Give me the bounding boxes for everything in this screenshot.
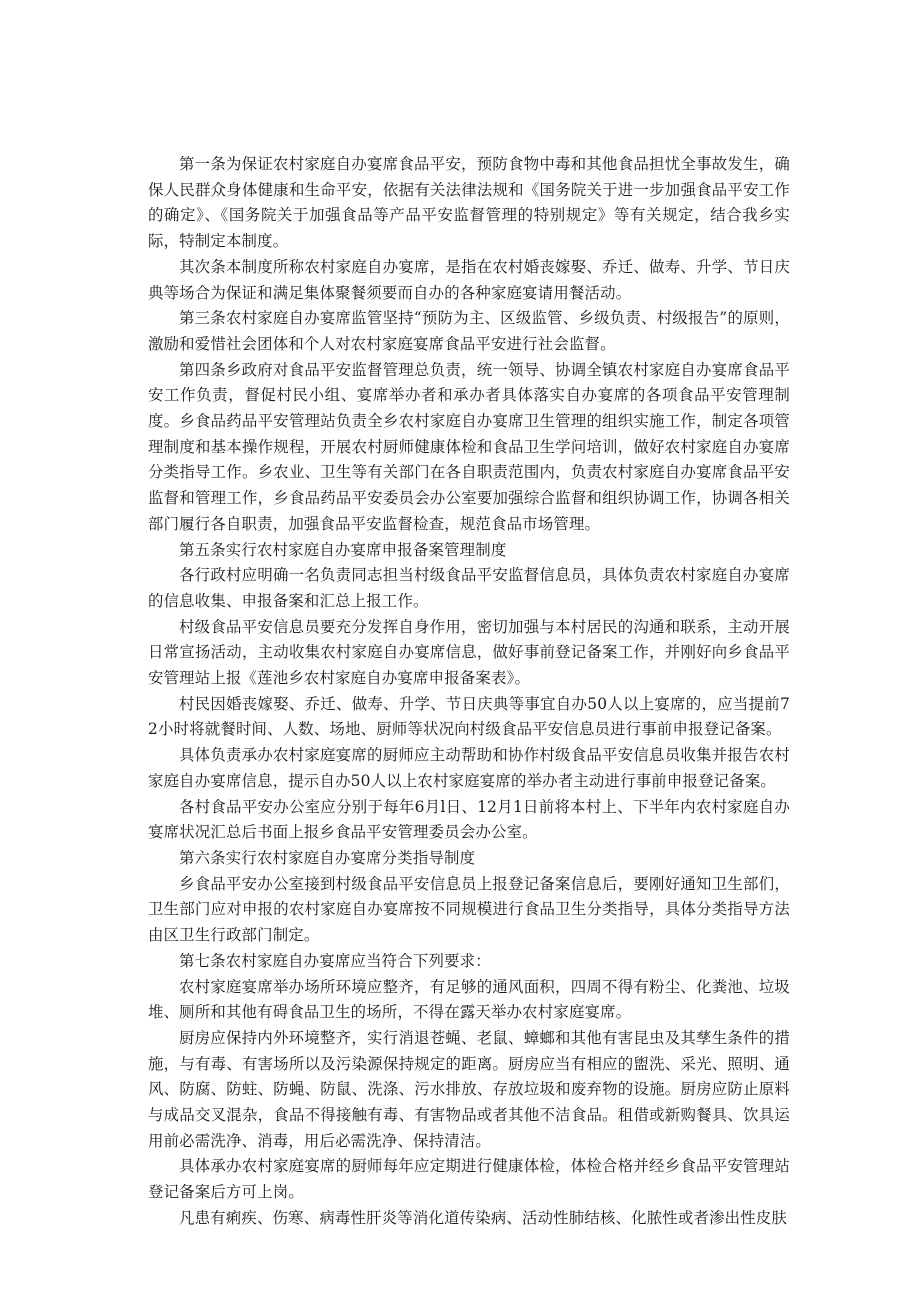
paragraph: 各行政村应明确一名负责同志担当村级食品平安监督信息员，具体负责农村家庭自办宴席的信息收集、申报备案和汇总上报工作。 xyxy=(148,566,790,610)
paragraph: 村级食品平安信息员要充分发挥自身作用，密切加强与本村居民的沟通和联系，主动开展日常宣扬活动，主动收集农村家庭自办宴席信息，做好事前登记备案工作，并刚好向乡食品平安管理站上报《莲池乡农村家庭自办宴席申报备案表》。 xyxy=(148,617,790,688)
heading-article-7: 第七条农村家庭自办宴席应当符合下列要求： xyxy=(179,951,491,970)
heading-article-5: 第五条实行农村家庭自办宴席申报备案管理制度 xyxy=(179,540,507,559)
paragraph: 厨房应保持内外环境整齐，实行消退苍蝇、老鼠、蟑螂和其他有害昆虫及其孳生条件的措施，与有毒、有害场所以及污染源保持规定的距离。厨房应当有相应的盥洗、采光、照明、通风、防腐、防蛀、防蝇、防鼠、洗涤、污水排放、存放垃圾和废弃物的设施。厨房应防止原料与成品交叉混杂，食品不得接触有毒、有害物品或者其他不洁食品。租借或新购餐具、饮具运用前必需洗净、消毒，用后必需洗净、保持清洁。 xyxy=(148,1028,790,1150)
paragraph: 具体承办农村家庭宴席的厨师每年应定期进行健康体检，体检合格并经乡食品平安管理站登记备案后方可上岗。 xyxy=(148,1157,790,1202)
paragraph-article-1: 第一条为保证农村家庭自办宴席食品平安，预防食物中毒和其他食品担忧全事故发生，确保人民群众身体健康和生命平安，依据有关法律法规和《国务院关于进一步加强食品平安工作的确定》、《国务院关于加强食品等产品平安监督管理的特别规定》等有关规定，结合我乡实际，特制定本制度。 xyxy=(148,155,790,251)
paragraph: 农村家庭宴席举办场所环境应整齐，有足够的通风面积，四周不得有粉尘、化粪池、垃圾堆、厕所和其他有碍食品卫生的场所，不得在露天举办农村家庭宴席。 xyxy=(148,977,790,1022)
paragraph-article-4: 第四条乡政府对食品平安监督管理总负责，统一领导、协调全镇农村家庭自办宴席食品平安工作负责，督促村民小组、宴席举办者和承办者具体落实自办宴席的各项食品平安管理制度。乡食品药品平安管理站负责全乡农村家庭自办宴席卫生管理的组织实施工作，制定各项管理制度和基本操作规程，开展农村厨师健康体检和食品卫生学问培训，做好农村家庭自办宴席分类指导工作。乡农业、卫生等有关部门在各自职责范围内，负责农村家庭自办宴席食品平安监督和管理工作，乡食品药品平安委员会办公室要加强综合监督和组织协调工作，协调各相关部门履行各自职责，加强食品平安监督检查，规范食品市场管理。 xyxy=(148,360,790,533)
paragraph: 各村食品平安办公室应分别于每年6月l日、12月1日前将本村上、下半年内农村家庭自办宴席状况汇总后书面上报乡食品平安管理委员会办公室。 xyxy=(148,797,790,842)
document-body xyxy=(148,152,790,1232)
paragraph-article-3: 第三条农村家庭自办宴席监管坚持“预防为主、区级监管、乡级负责、村级报告”的原则，激励和爱惜社会团体和个人对农村家庭宴席食品平安进行社会监督。 xyxy=(148,309,790,353)
paragraph: 具体负责承办农村家庭宴席的厨师应主动帮助和协作村级食品平安信息员收集并报告农村家庭自办宴席信息，提示自办50人以上农村家庭宴席的举办者主动进行事前申报登记备案。 xyxy=(148,746,790,790)
paragraph: 凡患有痢疾、伤寒、病毒性肝炎等消化道传染病、活动性肺结核、化脓性或者渗出性皮肤 xyxy=(179,1208,788,1227)
paragraph: 村民因婚丧嫁娶、乔迁、做寿、升学、节日庆典等事宜自办50人以上宴席的，应当提前72小时将就餐时间、人数、场地、厨师等状况向村级食品平安信息员进行事前申报登记备案。 xyxy=(148,694,790,739)
heading-article-6: 第六条实行农村家庭自办宴席分类指导制度 xyxy=(179,848,476,867)
paragraph-article-2: 其次条本制度所称农村家庭自办宴席，是指在农村婚丧嫁娶、乔迁、做寿、升学、节日庆典等场合为保证和满足集体聚餐须要而自办的各种家庭宴请用餐活动。 xyxy=(148,257,790,302)
paragraph: 乡食品平安办公室接到村级食品平安信息员上报登记备案信息后，要刚好通知卫生部们，卫生部门应对申报的农村家庭自办宴席按不同规模进行食品卫生分类指导，具体分类指导方法由区卫生行政部门制定。 xyxy=(148,874,790,945)
